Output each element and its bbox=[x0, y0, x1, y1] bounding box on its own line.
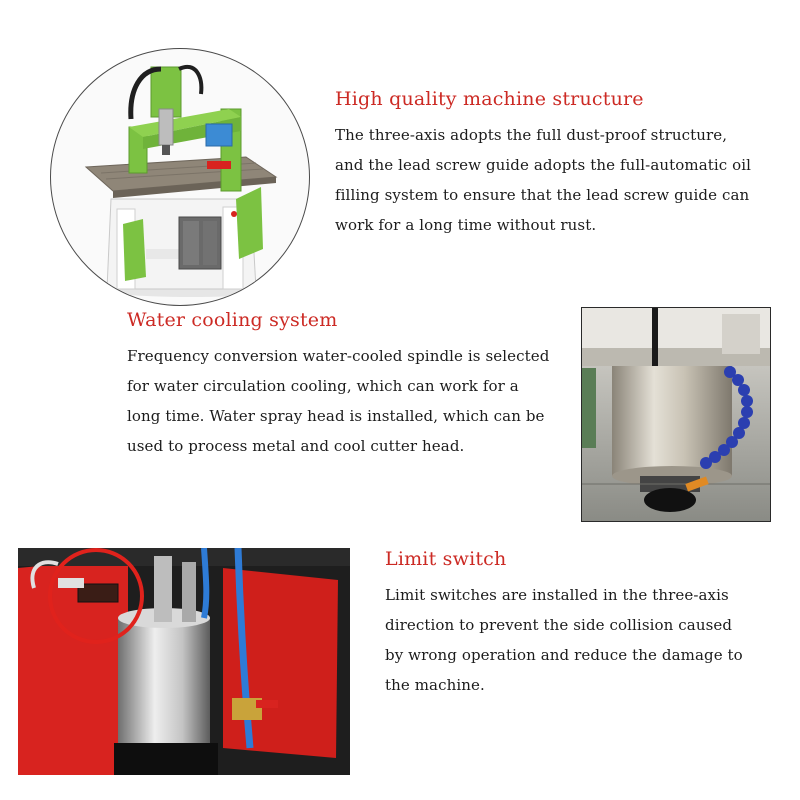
spindle-illustration bbox=[582, 308, 770, 521]
section-heading-water-cooling: Water cooling system bbox=[127, 309, 338, 331]
water-cooled-spindle-photo bbox=[581, 307, 771, 522]
section-heading-limit-switch: Limit switch bbox=[385, 548, 507, 570]
section-body-water-cooling: Frequency conversion water-cooled spindle is selected for water circulation cooling, which can work for a long time. Water spray head is installed, which can be used to process metal and cool cutter head. bbox=[127, 347, 550, 455]
section-heading-machine-structure: High quality machine structure bbox=[335, 88, 644, 110]
limit-switch-illustration bbox=[18, 548, 350, 775]
limit-switch-photo bbox=[18, 548, 350, 775]
section-body-machine-structure: The three-axis adopts the full dust-proof structure, and the lead screw guide adopts the full-automatic oil filling system to ensure that the lead screw guide can work for a long time without rust. bbox=[335, 126, 752, 234]
section-body-limit-switch: Limit switches are installed in the three-axis direction to prevent the side collision caused by wrong operation and reduce the damage to the machine. bbox=[385, 586, 743, 694]
cnc-router-illustration bbox=[51, 49, 309, 305]
cnc-router-machine-photo bbox=[50, 48, 310, 306]
